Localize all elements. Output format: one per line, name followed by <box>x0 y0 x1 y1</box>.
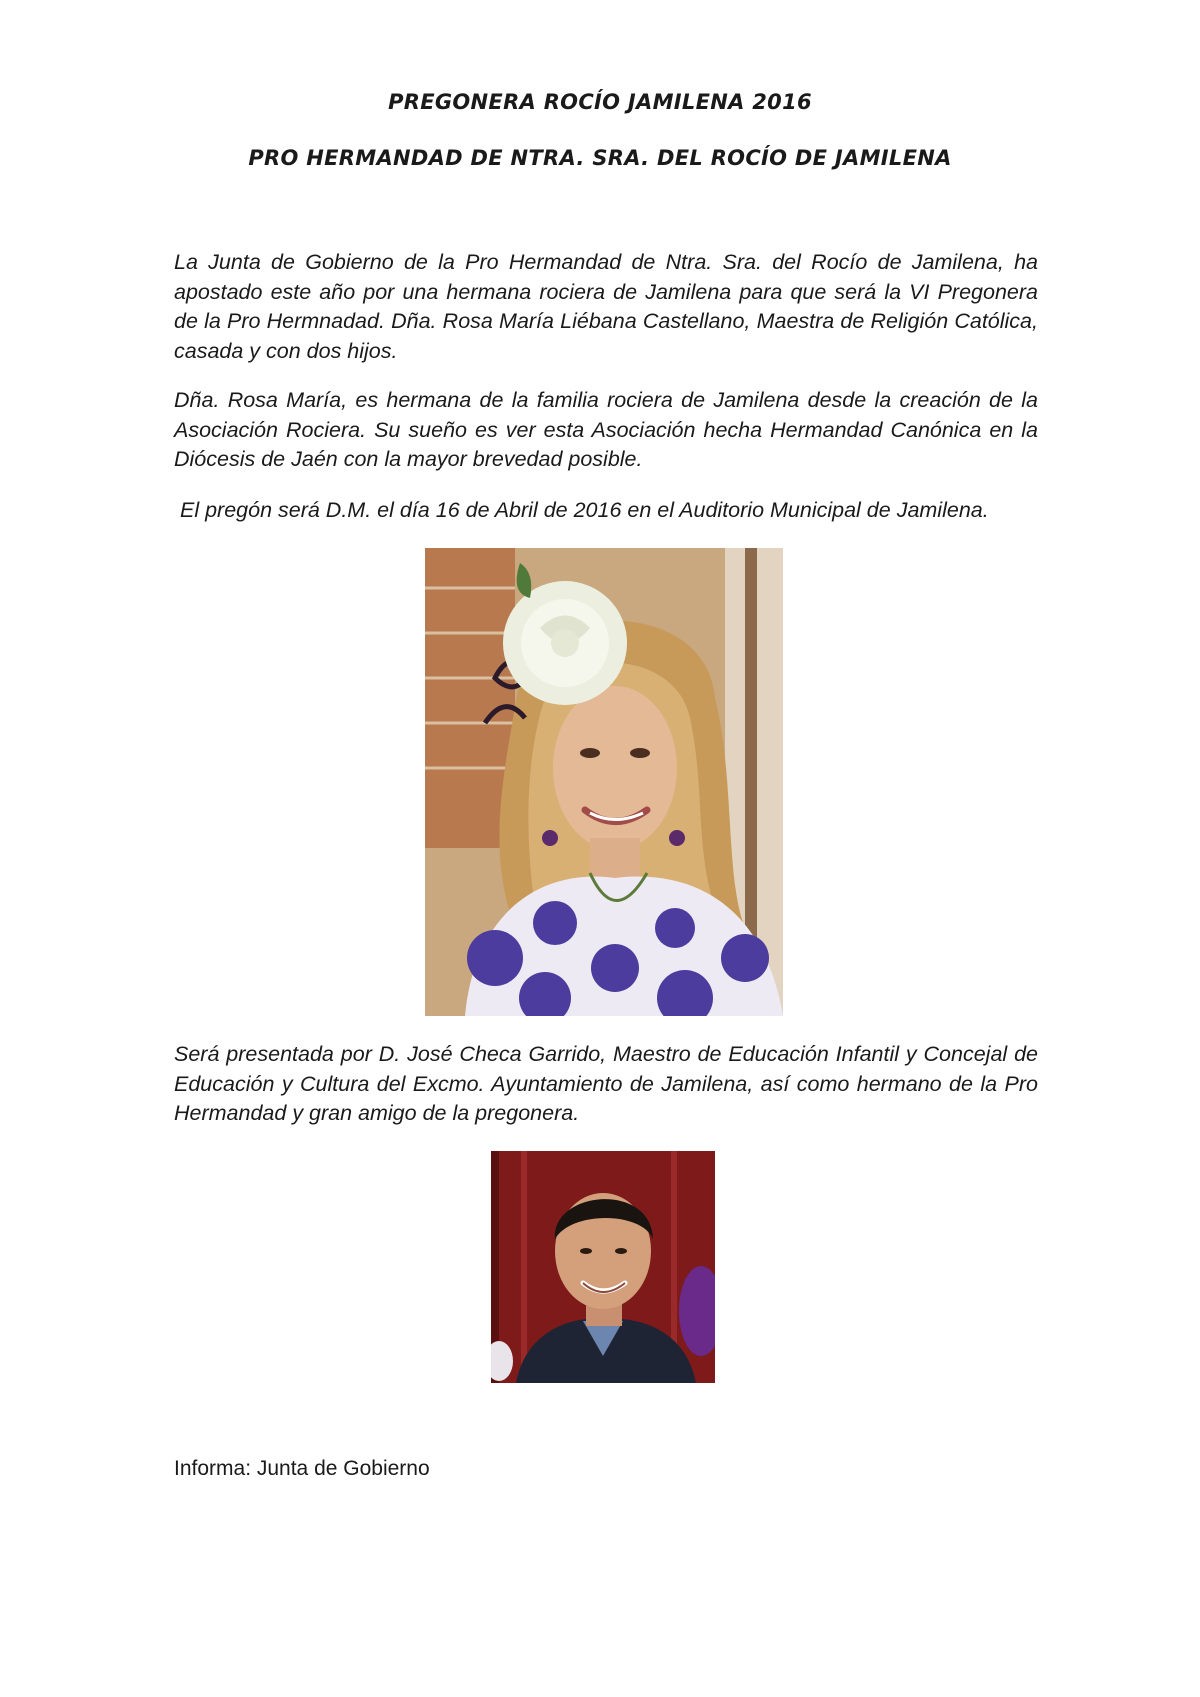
presenter-photo <box>491 1151 715 1383</box>
document-title: PREGONERA ROCÍO JAMILENA 2016 <box>388 90 812 114</box>
pregonera-photo <box>425 548 783 1016</box>
footer-informa: Informa: Junta de Gobierno <box>174 1457 430 1480</box>
document-subtitle: PRO HERMANDAD DE NTRA. SRA. DEL ROCÍO DE JAMILENA <box>248 146 952 170</box>
paragraph-announcement: La Junta de Gobierno de la Pro Hermandad de Ntra. Sra. del Rocío de Jamilena, ha apostado este año por una hermana rociera de Jamilena para que será la VI Pregonera de la Pro Hermnadad. Dña. Rosa María Liébana Castellano, Maestra de Religión Católica, casada y con dos hijos. <box>174 250 1038 363</box>
paragraph-event-date: El pregón será D.M. el día 16 de Abril de 2016 en el Auditorio Municipal de Jamilena. <box>180 498 989 522</box>
paragraph-presenter: Será presentada por D. José Checa Garrido, Maestro de Educación Infantil y Concejal de Educación y Cultura del Excmo. Ayuntamiento de Jamilena, así como hermano de la Pro Hermandad y gran amigo de la pregonera. <box>174 1042 1038 1125</box>
paragraph-biography: Dña. Rosa María, es hermana de la familia rociera de Jamilena desde la creación de la Asociación Rociera. Su sueño es ver esta Asociación hecha Hermandad Canónica en la Diócesis de Jaén con la mayor brevedad posible. <box>174 388 1038 471</box>
